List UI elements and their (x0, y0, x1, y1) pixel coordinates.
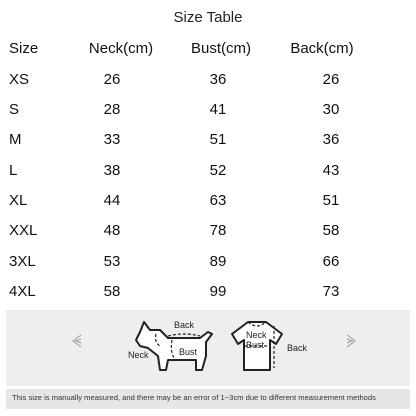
cell-size: XS (9, 71, 30, 88)
cell-size: S (9, 101, 20, 118)
cell-size: XXL (9, 222, 38, 239)
shirt-bust-label: Bust (246, 340, 265, 350)
header-size: Size (9, 40, 39, 57)
cell-back: 36 (322, 131, 340, 148)
cell-bust: 36 (209, 71, 227, 88)
dog-neck-label: Neck (128, 350, 149, 360)
cell-neck: 28 (103, 101, 121, 118)
cell-neck: 44 (103, 192, 121, 209)
cell-neck: 33 (103, 131, 121, 148)
cell-size: L (9, 162, 18, 179)
cell-bust: 99 (209, 283, 227, 300)
cell-size: 3XL (9, 253, 36, 270)
cell-bust: 63 (209, 192, 227, 209)
cell-size: XL (9, 192, 28, 209)
cell-back: 66 (322, 253, 340, 270)
cell-bust: 41 (209, 101, 227, 118)
cell-back: 73 (322, 283, 340, 300)
cell-neck: 53 (103, 253, 121, 270)
cell-back: 51 (322, 192, 340, 209)
cell-back: 26 (322, 71, 340, 88)
shirt-neck-label: Neck (246, 330, 267, 340)
cell-neck: 48 (103, 222, 121, 239)
cell-bust: 89 (209, 253, 227, 270)
cell-neck: 38 (103, 162, 121, 179)
cell-neck: 58 (103, 283, 121, 300)
header-back: Back(cm) (290, 40, 354, 57)
cell-back: 43 (322, 162, 340, 179)
header-neck: Neck(cm) (88, 40, 154, 57)
dog-bust-label: Bust (179, 347, 198, 357)
cell-neck: 26 (103, 71, 121, 88)
dog-back-label: Back (174, 320, 195, 330)
header-bust: Bust(cm) (191, 40, 251, 57)
cell-size: M (9, 131, 22, 148)
cell-bust: 78 (209, 222, 227, 239)
cell-bust: 51 (209, 131, 227, 148)
previous-arrow-icon[interactable] (66, 330, 88, 352)
cell-size: 4XL (9, 283, 36, 300)
next-arrow-icon[interactable] (340, 330, 362, 352)
cell-back: 30 (322, 101, 340, 118)
cell-bust: 52 (209, 162, 227, 179)
cell-back: 58 (322, 222, 340, 239)
shirt-back-label: Back (287, 343, 308, 353)
table-title: Size Table (173, 9, 243, 26)
measurement-note: This size is manually measured, and there may be an error of 1~3cm due to different measurement methods (12, 393, 376, 402)
